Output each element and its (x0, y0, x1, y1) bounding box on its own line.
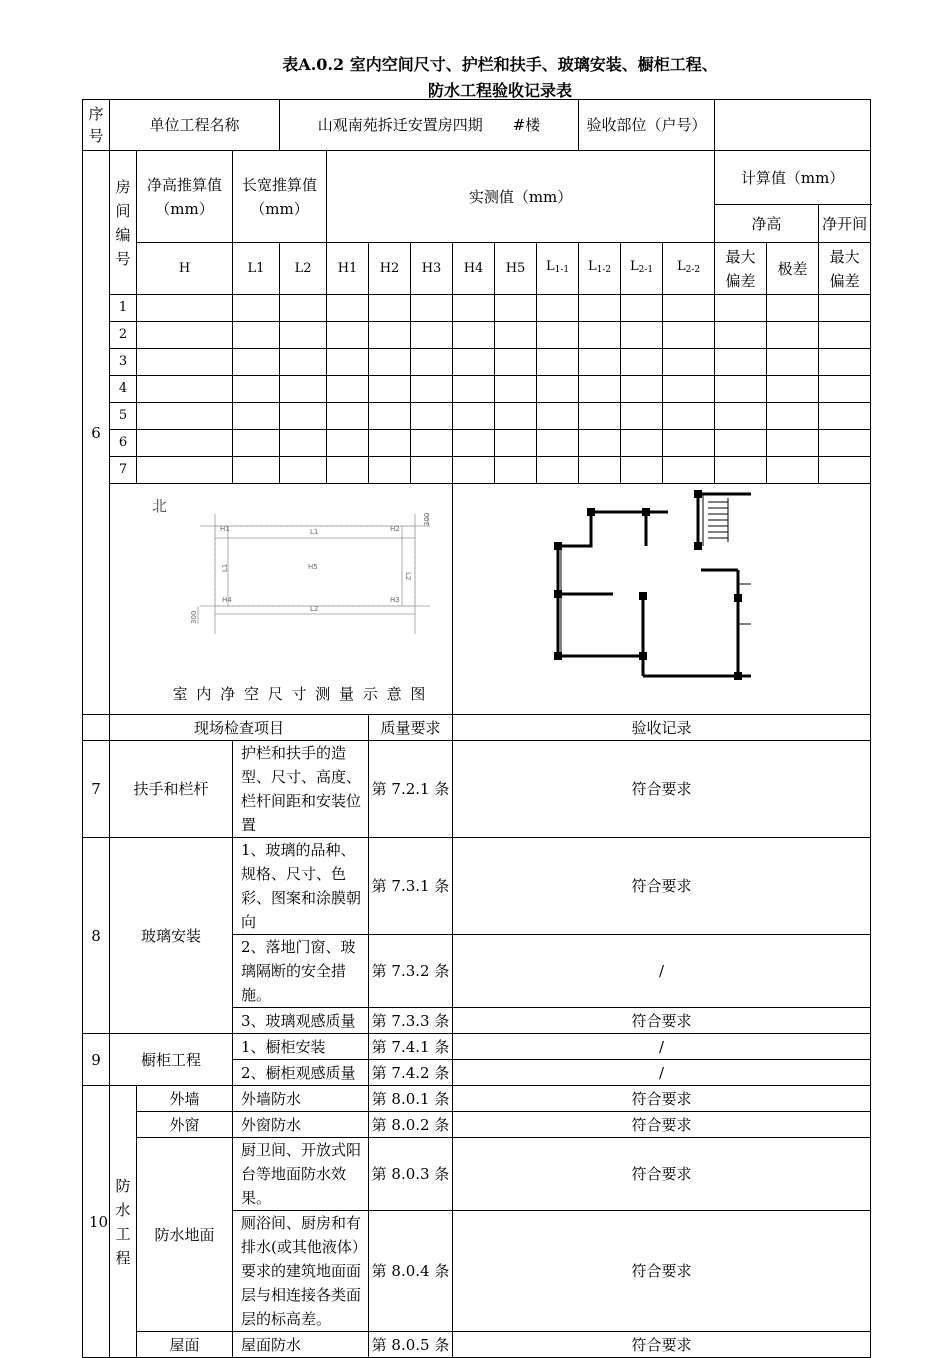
section10-item-3: 厨卫间、开放式阳台等地面防水效果。 (233, 1138, 369, 1211)
section10-item-5: 屋面防水 (233, 1332, 369, 1358)
room-row-cell (411, 376, 453, 403)
room-row-cell (495, 457, 537, 484)
svg-text:H4: H4 (222, 596, 232, 604)
room-row-cell (453, 430, 495, 457)
room-row-cell (579, 376, 621, 403)
room-row-cell (819, 349, 871, 376)
room-row-cell (537, 430, 579, 457)
calc-label: 计算值（mm） (715, 151, 871, 205)
room-row-cell (453, 403, 495, 430)
room-row-cell (579, 430, 621, 457)
room-row-cell (453, 376, 495, 403)
room-row-cell (495, 403, 537, 430)
col-h5: H5 (495, 243, 537, 295)
room-row-cell (579, 403, 621, 430)
len-width-label: 长宽推算值（mm） (233, 151, 327, 243)
svg-text:H1: H1 (220, 525, 230, 533)
room-row-cell (327, 349, 369, 376)
room-row-cell (767, 430, 819, 457)
section10-cat-1: 外墙 (137, 1086, 233, 1112)
room-row-cell (369, 295, 411, 322)
room-row-cell (621, 376, 663, 403)
room-row-cell (663, 457, 715, 484)
room-row-cell (327, 430, 369, 457)
section10-record-3: 符合要求 (453, 1138, 871, 1211)
col-h4: H4 (453, 243, 495, 295)
room-row-cell (280, 295, 327, 322)
floorplan-cell (453, 484, 871, 715)
section8-name: 玻璃安装 (110, 838, 233, 1034)
room-row-cell (137, 457, 233, 484)
svg-text:L2: L2 (404, 572, 412, 581)
section8-item-1: 1、玻璃的品种、规格、尺寸、色彩、图案和涂膜朝向 (233, 838, 369, 935)
room-no-label: 房间编号 (110, 151, 137, 295)
svg-text:L1: L1 (221, 563, 229, 572)
room-row-cell (537, 403, 579, 430)
room-row-cell (621, 430, 663, 457)
section9-record-2: / (453, 1060, 871, 1086)
room-row-cell (663, 349, 715, 376)
room-row-cell (233, 322, 280, 349)
room-row-cell (621, 295, 663, 322)
col-l12: $L_{1-2}$ (579, 243, 621, 295)
room-row-cell (280, 403, 327, 430)
col-max-dev-1: 最大偏差 (715, 243, 767, 295)
room-row-cell (495, 295, 537, 322)
section9-item-2: 2、橱柜观感质量 (233, 1060, 369, 1086)
room-row-cell (663, 430, 715, 457)
room-row-cell (453, 295, 495, 322)
section10-record-1: 符合要求 (453, 1086, 871, 1112)
room-row-cell (621, 403, 663, 430)
room-row-cell (579, 322, 621, 349)
room-row-cell (233, 376, 280, 403)
svg-text:H2: H2 (390, 525, 400, 533)
room-row-cell (411, 295, 453, 322)
room-row-cell (579, 457, 621, 484)
room-row-cell (280, 322, 327, 349)
section10-item-2: 外窗防水 (233, 1112, 369, 1138)
room-row-cell (137, 376, 233, 403)
acceptance-table (82, 99, 871, 1358)
room-row-cell (715, 295, 767, 322)
room-row-cell (411, 457, 453, 484)
section9-no: 9 (83, 1034, 110, 1086)
title-line-2: 防水工程验收记录表 (427, 81, 572, 100)
room-row-cell (819, 322, 871, 349)
room-row-cell (715, 430, 767, 457)
section10-record-2: 符合要求 (453, 1112, 871, 1138)
room-row-cell (767, 457, 819, 484)
room-row-cell (369, 403, 411, 430)
section8-item-3: 3、玻璃观感质量 (233, 1008, 369, 1034)
room-row-cell (819, 403, 871, 430)
section8-record-2: / (453, 935, 871, 1008)
room-row-cell (369, 430, 411, 457)
location-label: 验收部位（户号） (579, 100, 715, 151)
section10-cat-3: 防水地面 (137, 1138, 233, 1332)
room-row-cell (137, 430, 233, 457)
section10-cat-2: 外窗 (137, 1112, 233, 1138)
col-range-1: 极差 (767, 243, 819, 295)
room-row-no: 4 (110, 376, 137, 403)
room-row-cell (663, 403, 715, 430)
unit-name-label: 单位工程名称 (110, 100, 280, 151)
room-row-cell (453, 322, 495, 349)
room-row-no: 3 (110, 349, 137, 376)
room-row-cell (663, 376, 715, 403)
section8-no: 8 (83, 838, 110, 1034)
room-row-cell (327, 403, 369, 430)
section6-no: 6 (83, 151, 110, 715)
section10-cat-5: 屋面 (137, 1332, 233, 1358)
section10-item-4: 厕浴间、厨房和有排水(或其他液体）要求的建筑地面面层与相连接各类面层的标高差。 (233, 1211, 369, 1332)
col-l21: $L_{2-1}$ (621, 243, 663, 295)
floor-plan-image (453, 484, 829, 714)
section7-no: 7 (83, 741, 110, 838)
svg-text:L1: L1 (310, 528, 319, 536)
room-row-cell (495, 322, 537, 349)
room-row-cell (369, 322, 411, 349)
room-row-cell (453, 457, 495, 484)
room-row-cell (327, 322, 369, 349)
room-row-cell (411, 322, 453, 349)
room-row-cell (537, 376, 579, 403)
room-row-cell (819, 376, 871, 403)
col-h2: H2 (369, 243, 411, 295)
room-row-cell (137, 322, 233, 349)
room-row-cell (767, 376, 819, 403)
calc-net-height: 净高 (715, 205, 819, 243)
room-row-cell (495, 349, 537, 376)
section8-req-3: 第 7.3.3 条 (369, 1008, 453, 1034)
svg-text:L2: L2 (310, 605, 319, 613)
section10-req-1: 第 8.0.1 条 (369, 1086, 453, 1112)
col-h: H (137, 243, 233, 295)
room-row-cell (715, 457, 767, 484)
col-l1: L1 (233, 243, 280, 295)
room-row-cell (819, 295, 871, 322)
section8-record-1: 符合要求 (453, 838, 871, 935)
room-row-cell (621, 457, 663, 484)
room-row-cell (369, 376, 411, 403)
room-row-cell (663, 322, 715, 349)
col-h1: H1 (327, 243, 369, 295)
title-line-1: 表A.0.2 室内空间尺寸、护栏和扶手、玻璃安装、橱柜工程、 (282, 55, 718, 74)
section10-item-1: 外墙防水 (233, 1086, 369, 1112)
room-row-cell (411, 349, 453, 376)
section9-item-1: 1、橱柜安装 (233, 1034, 369, 1060)
section9-name: 橱柜工程 (110, 1034, 233, 1086)
col-l11: $L_{1-1}$ (537, 243, 579, 295)
room-row-cell (411, 403, 453, 430)
room-row-cell (369, 457, 411, 484)
calc-net-span: 净开间 (819, 205, 871, 243)
section7-name: 扶手和栏杆 (110, 741, 233, 838)
section8-record-3: 符合要求 (453, 1008, 871, 1034)
section9-req-1: 第 7.4.1 条 (369, 1034, 453, 1060)
room-row-cell (137, 403, 233, 430)
section10-name: 防水工程 (110, 1086, 137, 1358)
col-l2: L2 (280, 243, 327, 295)
measure-diagram (110, 484, 453, 714)
section10-record-4: 符合要求 (453, 1211, 871, 1332)
section7-req: 第 7.2.1 条 (369, 741, 453, 838)
room-row-cell (369, 349, 411, 376)
section10-req-4: 第 8.0.4 条 (369, 1211, 453, 1332)
room-row-cell (233, 295, 280, 322)
col-h3: H3 (411, 243, 453, 295)
section9-record-1: / (453, 1034, 871, 1060)
room-row-cell (495, 430, 537, 457)
room-row-cell (819, 430, 871, 457)
section10-record-5: 符合要求 (453, 1332, 871, 1358)
room-row-no: 2 (110, 322, 137, 349)
svg-text:H5: H5 (308, 563, 318, 571)
room-row-cell (621, 349, 663, 376)
room-row-cell (137, 295, 233, 322)
room-row-cell (327, 295, 369, 322)
room-row-cell (715, 349, 767, 376)
room-row-cell (767, 295, 819, 322)
inspect-req-header: 质量要求 (369, 715, 453, 741)
room-row-cell (233, 457, 280, 484)
col-l22: $L_{2-2}$ (663, 243, 715, 295)
svg-text:H3: H3 (390, 596, 400, 604)
room-row-no: 5 (110, 403, 137, 430)
room-row-cell (767, 349, 819, 376)
room-row-cell (715, 403, 767, 430)
section8-req-1: 第 7.3.1 条 (369, 838, 453, 935)
svg-text:300: 300 (423, 512, 431, 526)
room-row-cell (453, 349, 495, 376)
section10-no: 10 (83, 1086, 110, 1358)
room-row-cell (280, 457, 327, 484)
room-row-cell (537, 349, 579, 376)
room-row-no: 7 (110, 457, 137, 484)
net-height-label: 净高推算值（mm） (137, 151, 233, 243)
room-row-cell (280, 376, 327, 403)
room-row-cell (579, 295, 621, 322)
col-max-dev-2: 最大偏差 (819, 243, 871, 295)
inspect-item-header: 现场检查项目 (110, 715, 369, 741)
room-row-cell (280, 349, 327, 376)
room-row-cell (767, 403, 819, 430)
measure-diagram-cell (110, 484, 453, 715)
room-row-cell (537, 295, 579, 322)
section7-record: 符合要求 (453, 741, 871, 838)
diagram-caption: 室 内 净 空 尺 寸 测 量 示 意 图 (172, 685, 428, 703)
room-row-cell (233, 430, 280, 457)
unit-name-value: 山观南苑拆迁安置房四期 #楼 (280, 100, 579, 151)
room-row-cell (137, 349, 233, 376)
room-row-cell (495, 376, 537, 403)
section9-req-2: 第 7.4.2 条 (369, 1060, 453, 1086)
svg-text:300: 300 (190, 610, 198, 624)
seq-label: 序号 (83, 100, 110, 151)
room-row-cell (579, 349, 621, 376)
location-value (715, 100, 871, 151)
room-row-cell (621, 322, 663, 349)
room-row-cell (663, 295, 715, 322)
room-row-no: 6 (110, 430, 137, 457)
room-row-cell (767, 322, 819, 349)
section7-item: 护栏和扶手的造型、尺寸、高度、栏杆间距和安装位置 (233, 741, 369, 838)
room-row-cell (715, 322, 767, 349)
room-row-cell (280, 430, 327, 457)
section8-item-2: 2、落地门窗、玻璃隔断的安全措施。 (233, 935, 369, 1008)
room-row-cell (233, 349, 280, 376)
room-row-cell (537, 322, 579, 349)
room-row-cell (411, 430, 453, 457)
north-label: 北 (152, 497, 168, 515)
section8-req-2: 第 7.3.2 条 (369, 935, 453, 1008)
room-row-no: 1 (110, 295, 137, 322)
room-row-cell (327, 376, 369, 403)
measured-label: 实测值（mm） (327, 151, 715, 243)
section10-req-3: 第 8.0.3 条 (369, 1138, 453, 1211)
room-row-cell (819, 457, 871, 484)
room-row-cell (327, 457, 369, 484)
room-row-cell (233, 403, 280, 430)
section10-req-5: 第 8.0.5 条 (369, 1332, 453, 1358)
section10-req-2: 第 8.0.2 条 (369, 1112, 453, 1138)
room-row-cell (537, 457, 579, 484)
room-row-cell (715, 376, 767, 403)
inspect-record-header: 验收记录 (453, 715, 871, 741)
